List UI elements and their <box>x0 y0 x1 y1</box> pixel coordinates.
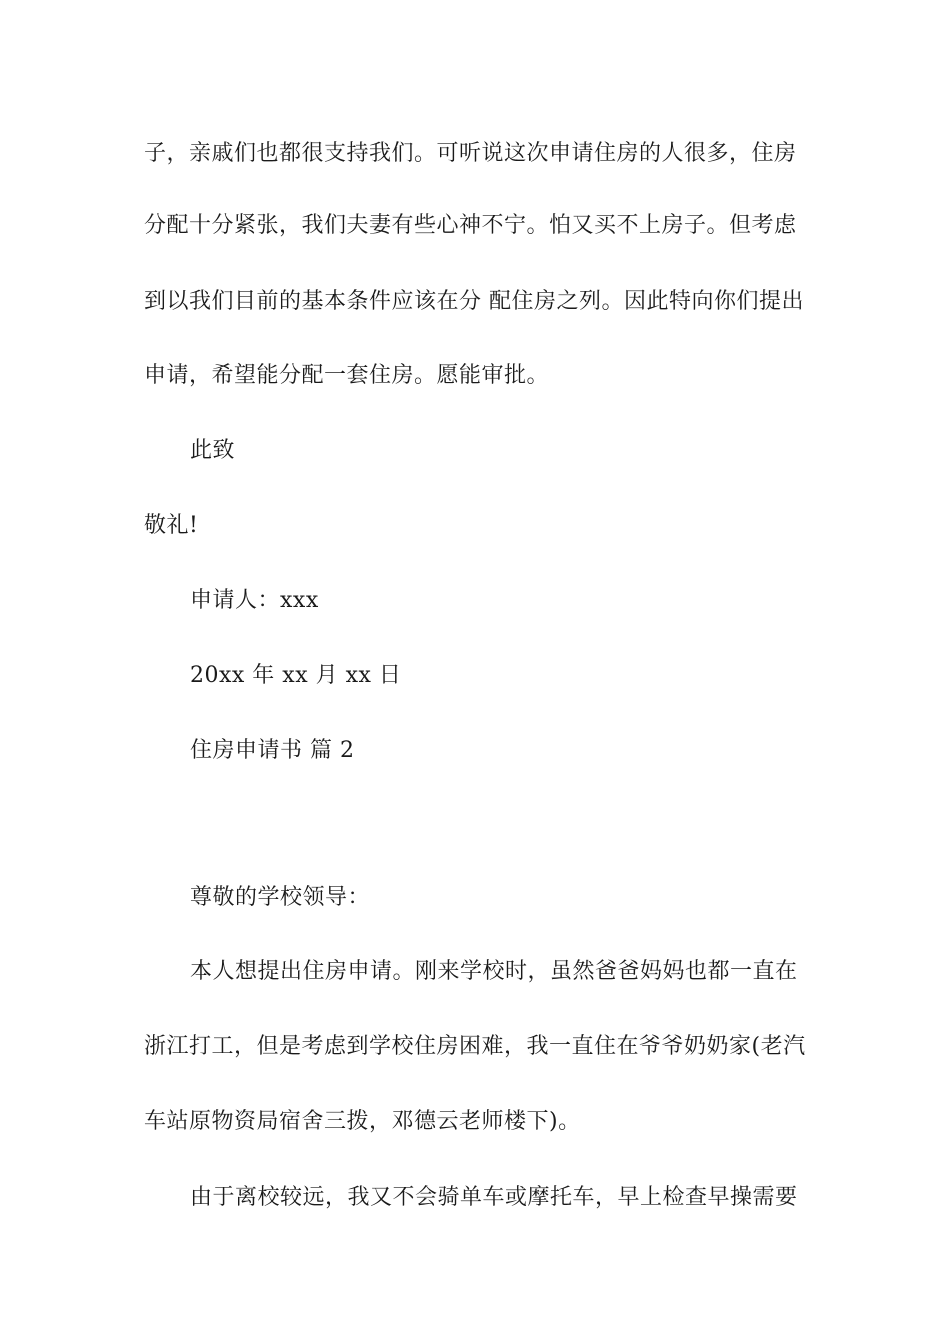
closing-salutation: 此致 <box>190 438 236 463</box>
paragraph-line: 车站原物资局宿舍三拨，邓德云老师楼下)。 <box>144 1109 581 1134</box>
paragraph-line: 分配十分紧张，我们夫妻有些心神不宁。怕又买不上房子。但考虑 <box>144 213 797 238</box>
paragraph-line: 由于离校较远，我又不会骑单车或摩托车，早上检查早操需要 <box>190 1185 798 1210</box>
paragraph-line: 到以我们目前的基本条件应该在分 配住房之列。因此特向你们提出 <box>144 289 804 314</box>
date-line: 20xx 年 xx 月 xx 日 <box>190 663 402 688</box>
section-heading: 住房申请书 篇 2 <box>190 738 355 763</box>
paragraph-line: 申请，希望能分配一套住房。愿能审批。 <box>144 363 550 388</box>
paragraph-line: 浙江打工，但是考虑到学校住房困难，我一直住在爷爷奶奶家(老汽 <box>144 1034 806 1059</box>
paragraph-line: 子，亲戚们也都很支持我们。可听说这次申请住房的人很多，住房 <box>144 141 797 166</box>
letter-greeting: 尊敬的学校领导： <box>190 885 371 910</box>
applicant-signature: 申请人：xxx <box>190 588 319 613</box>
closing-respect: 敬礼! <box>144 513 199 538</box>
paragraph-line: 本人想提出住房申请。刚来学校时，虽然爸爸妈妈也都一直在 <box>190 959 798 984</box>
